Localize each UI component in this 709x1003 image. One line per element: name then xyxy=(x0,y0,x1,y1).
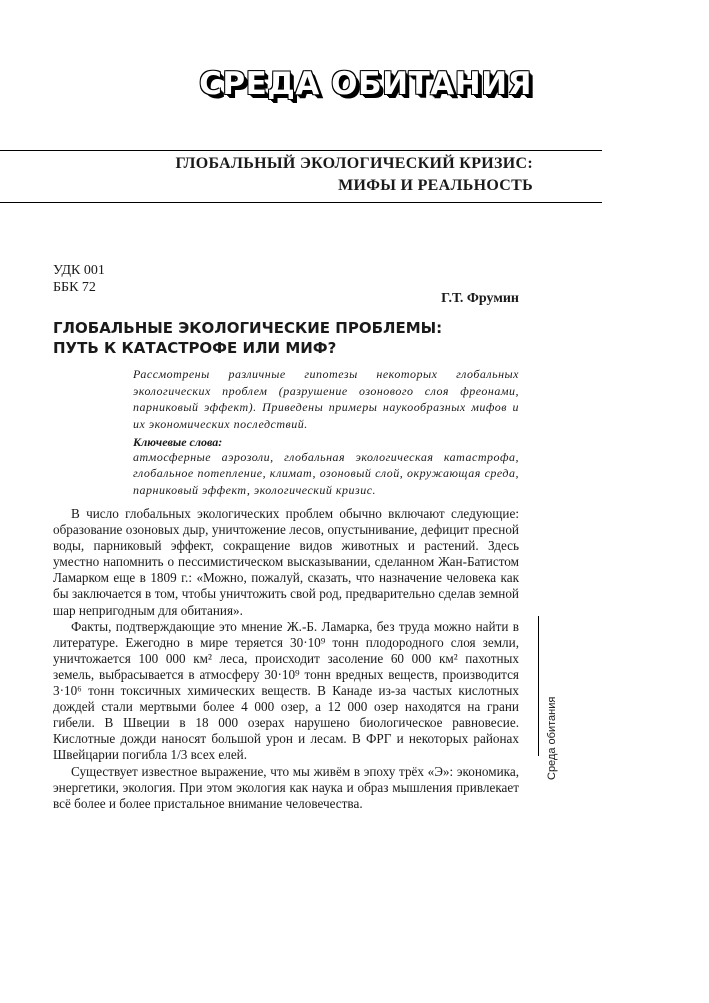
classification-codes xyxy=(53,262,105,296)
sidebar-section-label: Среда обитания xyxy=(546,696,558,780)
journal-heading-line1: ГЛОБАЛЬНЫЙ ЭКОЛОГИЧЕСКИЙ КРИЗИС: xyxy=(175,155,533,172)
article-body xyxy=(53,506,519,812)
journal-heading-line2: МИФЫ И РЕАЛЬНОСТЬ xyxy=(338,177,533,194)
section-title: СРЕДА ОБИТАНИЯ xyxy=(199,66,532,102)
bbk-code: ББК 72 xyxy=(53,280,96,295)
article-title-line1: ГЛОБАЛЬНЫЕ ЭКОЛОГИЧЕСКИЕ ПРОБЛЕМЫ: xyxy=(53,319,443,337)
article-title-line2: ПУТЬ К КАТАСТРОФЕ ИЛИ МИФ? xyxy=(53,339,337,357)
keywords-label: Ключевые слова: xyxy=(133,435,223,449)
journal-heading xyxy=(120,153,533,197)
article-title xyxy=(53,318,523,358)
header-top-rule xyxy=(0,150,602,151)
body-paragraph: В число глобальных экологических проблем обычно включают следующие: образование озоновых дыр, уничтожение лесов, опустынивание, дефицит пресной воды, парниковый эффект, сокращение видов животных и растений. Здесь уместно напомнить о пессимистическом высказывании, сделанном Жан-Батистом Ламарком еще в 1809 г.: «Можно, пожалуй, сказать, что назначение человека как бы заключается в том, чтобы уничтожить свой род, предварительно сделав земной шар непригодным для обитания». xyxy=(53,506,519,618)
sidebar-divider xyxy=(538,616,539,756)
author-name: Г.Т. Фрумин xyxy=(441,291,519,306)
header-bottom-rule xyxy=(0,202,602,203)
udc-code: УДК 001 xyxy=(53,263,105,278)
abstract: Рассмотрены различные гипотезы некоторых глобальных экологических проблем (разрушение озонового слоя фреонами, парниковый эффект). Приведены примеры наукообразных мифов и их экономических последствий. xyxy=(133,367,519,432)
keywords: атмосферные аэрозоли, глобальная экологическая катастрофа, глобальное потепление, климат, озоновый слой, окружающая среда, парниковый эффект, экологический кризис. xyxy=(133,450,519,497)
body-paragraph: Существует известное выражение, что мы живём в эпоху трёх «Э»: экономика, энергетики, экология. При этом экология как наука и образ мышления привлекает всё более и более пристальное внимание человечества. xyxy=(53,763,519,811)
body-paragraph: Факты, подтверждающие это мнение Ж.-Б. Ламарка, без труда можно найти в литературе. Ежегодно в мире теряется 30·10⁹ тонн плодородного слоя земли, уничтожается 100 000 км² леса, происходит засоление 60 000 км² пахотных земель, выбрасывается в атмосферу 30·10⁹ тонн вредных веществ, производится 3·10⁶ тонн токсичных химических веществ. В Канаде из-за частых кислотных дождей стали мертвыми более 4 000 озер, а 12 000 озер находятся на грани гибели. В Швеции в 18 000 озерах нарушено биологическое равновесие. Кислотные дожди наносят большой урон и лесам. В ФРГ и некоторых районах Швейцарии погибла 1/3 всех елей. xyxy=(53,618,519,763)
